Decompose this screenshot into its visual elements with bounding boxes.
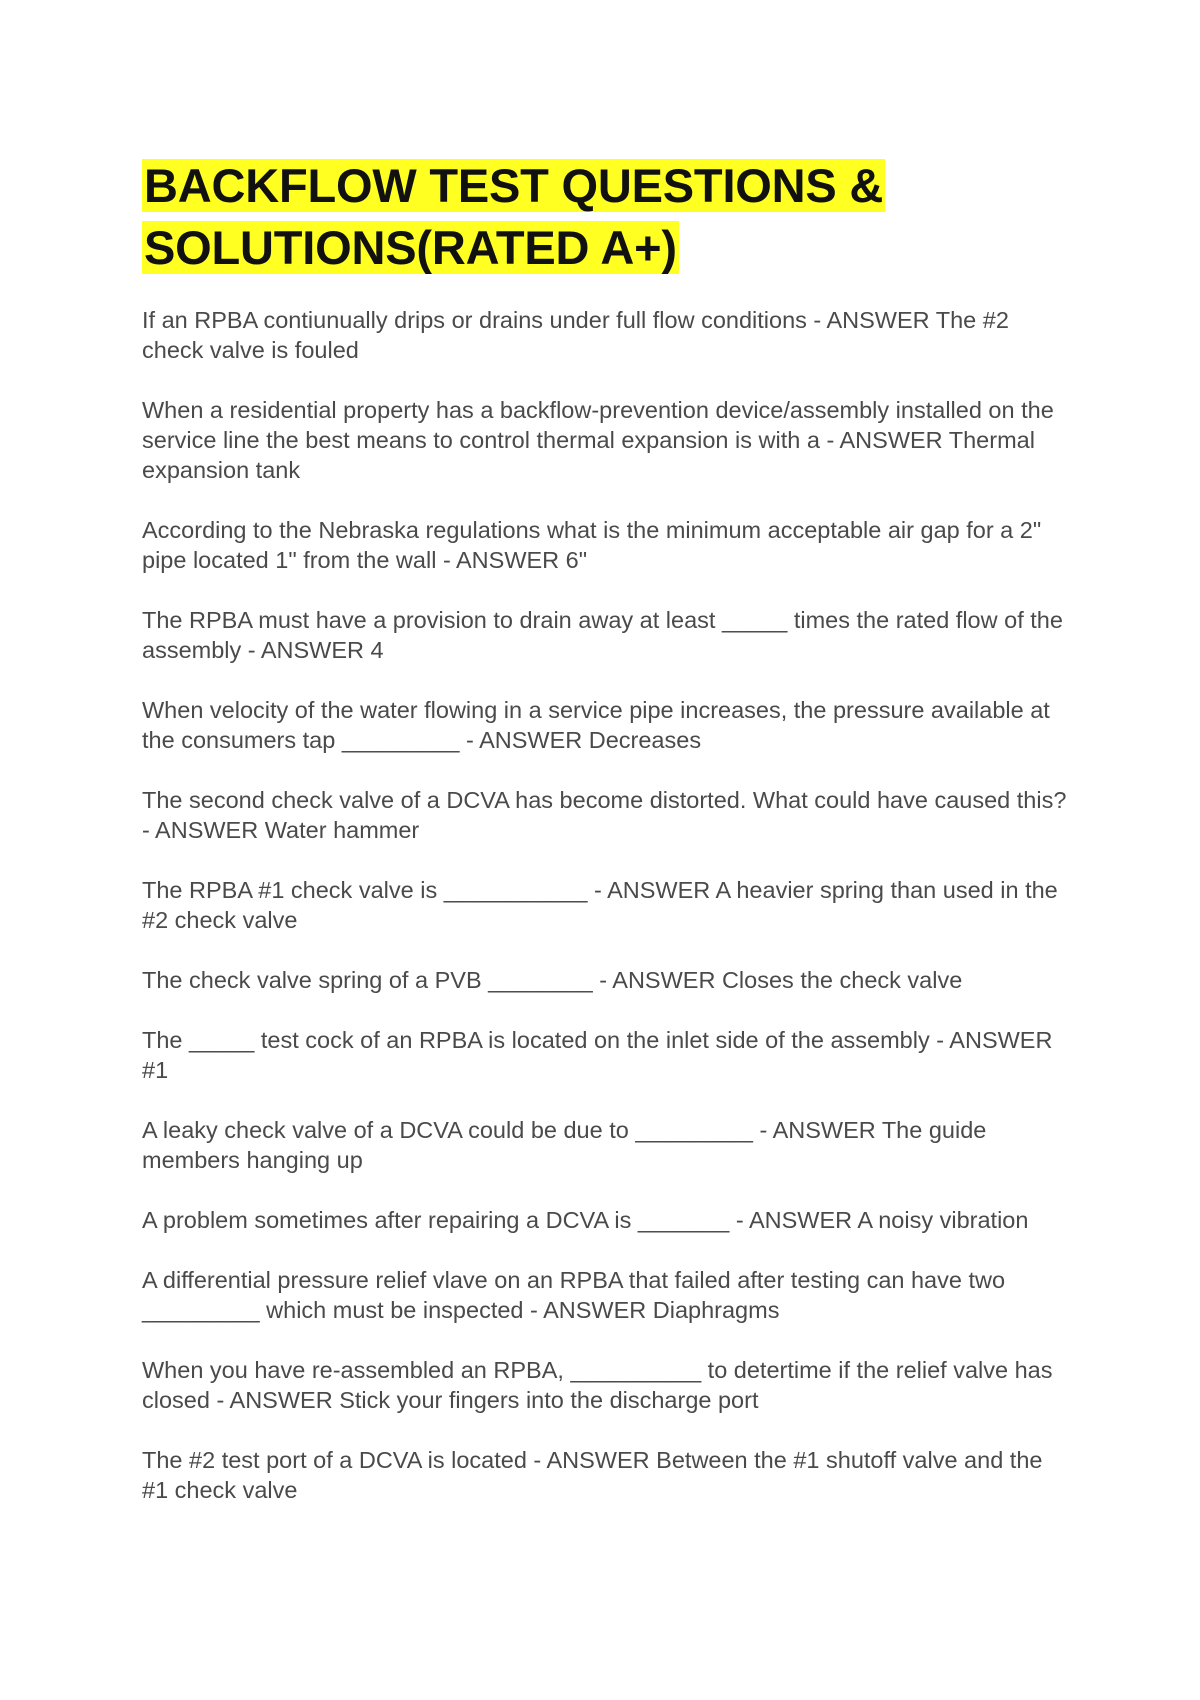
qa-item: The RPBA #1 check valve is ___________ - ANSWER A heavier spring than used in the #2 check valve (142, 877, 1058, 933)
document-title-highlight: BACKFLOW TEST QUESTIONS & SOLUTIONS(RATED A+) (144, 159, 884, 274)
qa-item: A problem sometimes after repairing a DCVA is _______ - ANSWER A noisy vibration (142, 1207, 1029, 1233)
qa-item: A leaky check valve of a DCVA could be due to _________ - ANSWER The guide members hanging up (142, 1117, 987, 1173)
qa-item: A differential pressure relief vlave on an RPBA that failed after testing can have two _________ which must be inspected - ANSWER Diaphragms (142, 1267, 1006, 1323)
qa-item: The check valve spring of a PVB ________ - ANSWER Closes the check valve (142, 967, 963, 993)
qa-item: The second check valve of a DCVA has become distorted. What could have caused this? - ANSWER Water hammer (142, 787, 1067, 843)
qa-item: The #2 test port of a DCVA is located - ANSWER Between the #1 shutoff valve and the #1 check valve (142, 1447, 1043, 1503)
document-content (142, 155, 1067, 1535)
qa-item: When a residential property has a backflow-prevention device/assembly installed on the service line the best means to control thermal expansion is with a - ANSWER Thermal expansion tank (142, 397, 1054, 483)
qa-item: When velocity of the water flowing in a service pipe increases, the pressure available at the consumers tap _________ - ANSWER Decreases (142, 697, 1050, 753)
qa-item: According to the Nebraska regulations what is the minimum acceptable air gap for a 2" pipe located 1" from the wall - ANSWER 6" (142, 517, 1042, 573)
qa-item: The RPBA must have a provision to drain away at least _____ times the rated flow of the assembly - ANSWER 4 (142, 607, 1063, 663)
document-title (142, 155, 1067, 279)
qa-list (142, 305, 1067, 1505)
qa-item: The _____ test cock of an RPBA is located on the inlet side of the assembly - ANSWER #1 (142, 1027, 1053, 1083)
qa-item: If an RPBA contiunually drips or drains under full flow conditions - ANSWER The #2 check valve is fouled (142, 307, 1009, 363)
qa-item: When you have re-assembled an RPBA, __________ to detertime if the relief valve has closed - ANSWER Stick your fingers into the discharge port (142, 1357, 1053, 1413)
